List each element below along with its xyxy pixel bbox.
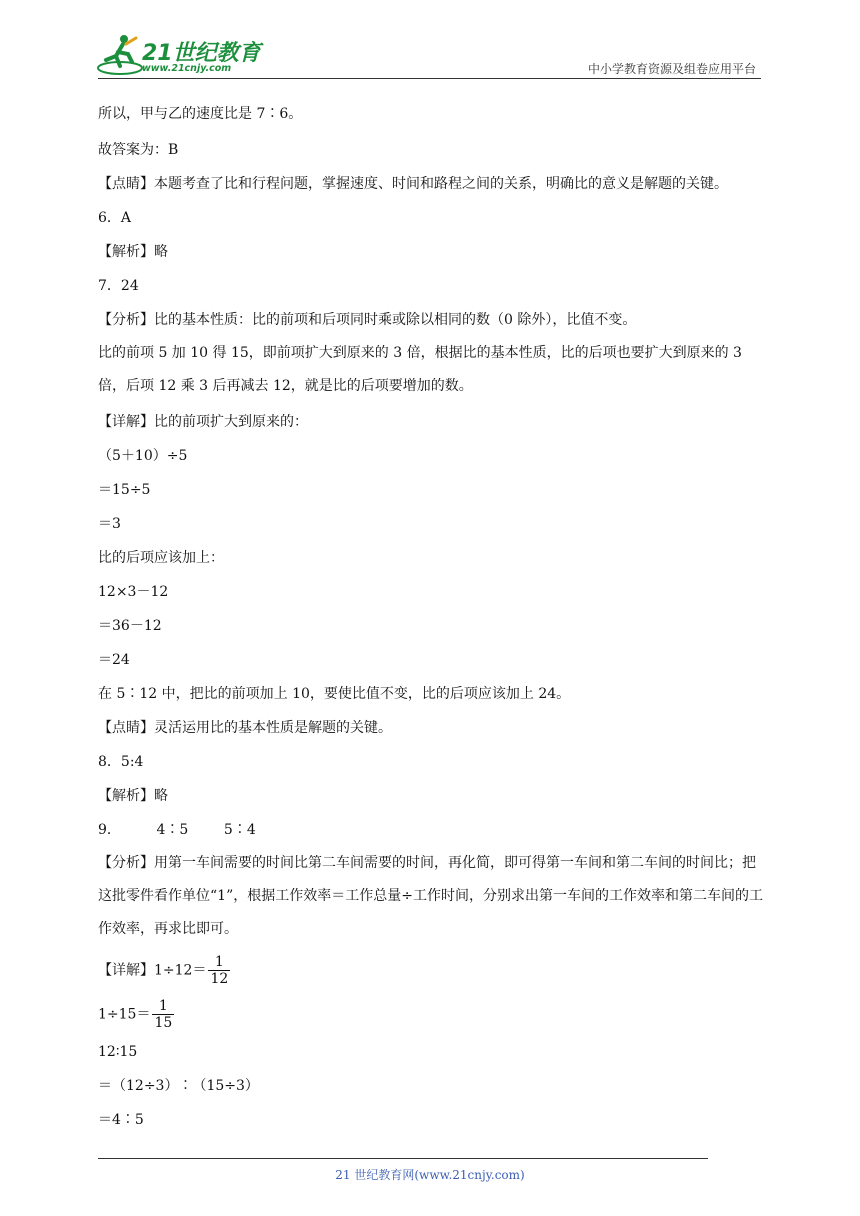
site-logo[interactable] [94, 30, 264, 80]
detail-line: 【详解】比的前项扩大到原来的： [98, 414, 308, 430]
answer-line: 故答案为：B [98, 142, 179, 158]
logo-url: www.21cnjy.com [142, 63, 232, 74]
explanation-line: 【解析】略 [98, 244, 168, 260]
fraction-denominator: 12 [210, 971, 229, 987]
platform-name: 中小学教育资源及组卷应用平台 [587, 62, 756, 76]
analysis-paragraph: 【分析】用第一车间需要的时间比第二车间需要的时间，再化简，即可得第一车间和第二车间的时间比；把这批零件看作单位“1”，根据工作效率＝工作总量÷工作时间，分别求出第一车间的工作效率和第二车间的工作效率，再求比即可。 [98, 855, 763, 937]
calc-line: 12∶15 [98, 1044, 138, 1060]
fraction-denominator: 15 [154, 1015, 173, 1031]
header-divider [98, 78, 761, 79]
calc-line: （5＋10）÷5 [98, 448, 188, 464]
fraction-numerator: 1 [208, 954, 230, 971]
question-number: 6．A [98, 210, 132, 226]
footer-link[interactable]: 21 世纪教育网(www.21cnjy.com) [335, 1168, 525, 1182]
equation-text: 【详解】1÷12＝ [98, 962, 207, 979]
question-number: 8．5:4 [98, 754, 144, 770]
question-number: 7．24 [98, 278, 139, 294]
footer-divider [98, 1158, 708, 1159]
page-header [0, 0, 860, 80]
calc-line: ＝36－12 [98, 618, 162, 634]
calc-line [98, 998, 174, 1031]
analysis-paragraph: 比的前项 5 加 10 得 15，即前项扩大到原来的 3 倍，根据比的基本性质，比的后项也要扩大到原来的 3 倍，后项 12 乘 3 后再减去 12，就是比的后项要增加的数。 [98, 345, 742, 394]
logo-title: 21世纪教育 [142, 41, 261, 66]
comment-line: 【点睛】灵活运用比的基本性质是解题的关键。 [98, 720, 392, 736]
analysis-line: 【分析】比的基本性质：比的前项和后项同时乘或除以相同的数（0 除外），比值不变。 [98, 312, 637, 328]
comment-line: 【点睛】本题考查了比和行程问题，掌握速度、时间和路程之间的关系，明确比的意义是解题的关键。 [98, 176, 728, 192]
fraction [152, 998, 174, 1031]
calc-line: ＝3 [98, 516, 121, 532]
calc-line: 12×3－12 [98, 584, 169, 600]
question-number: 9． 4∶5 5∶4 [98, 822, 256, 838]
text-line: 比的后项应该加上： [98, 550, 224, 566]
text-line: 在 5∶12 中，把比的前项加上 10，要使比值不变，比的后项应该加上 24。 [98, 686, 571, 702]
calc-line: ＝（12÷3）∶（15÷3） [98, 1078, 259, 1094]
detail-line [98, 954, 230, 987]
runner-logo-icon [94, 30, 144, 78]
fraction-numerator: 1 [152, 998, 174, 1015]
explanation-line: 【解析】略 [98, 788, 168, 804]
text-line: 所以，甲与乙的速度比是 7∶6。 [98, 106, 303, 122]
calc-line: ＝4∶5 [98, 1112, 144, 1128]
calc-line: ＝15÷5 [98, 482, 151, 498]
equation-text: 1÷15＝ [98, 1006, 151, 1023]
fraction [208, 954, 230, 987]
calc-line: ＝24 [98, 652, 130, 668]
